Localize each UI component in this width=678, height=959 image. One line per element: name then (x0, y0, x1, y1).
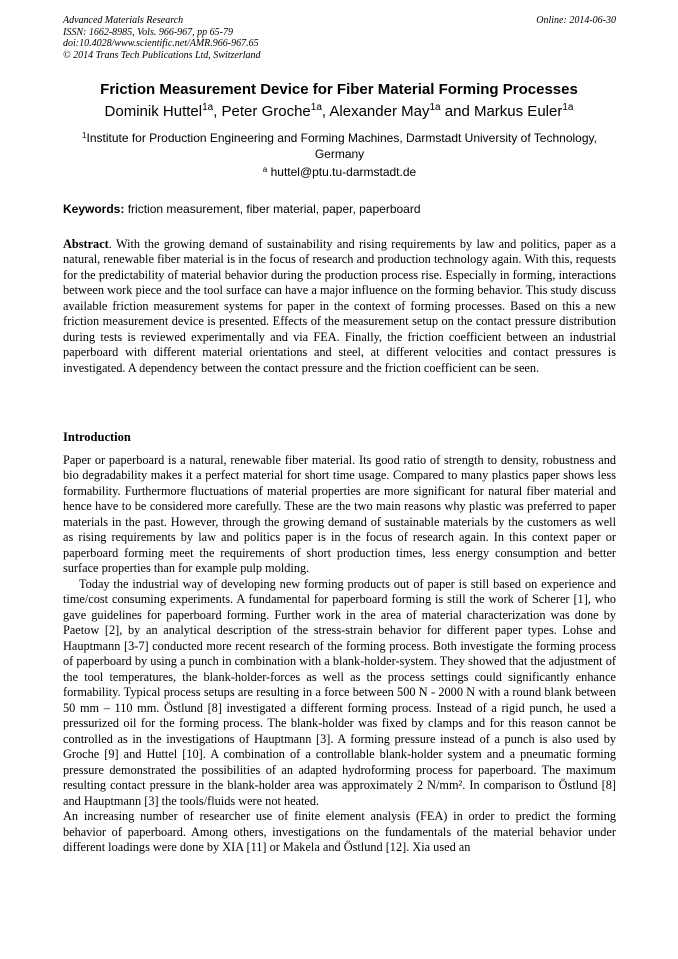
email-sup: a (262, 165, 268, 174)
author-name: Markus Euler (473, 103, 563, 120)
author-list (40, 103, 638, 120)
copyright-line: © 2014 Trans Tech Publications Ltd, Switzerland (63, 49, 261, 61)
author-sep: , (213, 103, 222, 120)
online-date: Online: 2014-06-30 (536, 15, 616, 26)
author-sup: 1a (202, 102, 214, 113)
author-name: Dominik Huttel (104, 103, 203, 120)
abstract-label: Abstract (63, 237, 109, 251)
author-name: Peter Groche (221, 103, 311, 120)
email-line (63, 165, 616, 179)
author-sup: 1a (310, 102, 322, 113)
issn-line: ISSN: 1662-8985, Vols. 966-967, pp 65-79 (63, 26, 233, 38)
running-header (63, 15, 616, 61)
author-name: Alexander May (329, 103, 430, 120)
paragraph: An increasing number of researcher use of finite element analysis (FEA) in order to predict the forming behavior of paperboard. Among others, investigations on the fundamentals of the material behavior under different loadings were done by XIA [11] or Makela and Östlund [12]. Xia used an (63, 809, 616, 855)
author-sup: 1a (429, 102, 441, 113)
keywords (63, 202, 616, 216)
paper-title: Friction Measurement Device for Fiber Material Forming Processes (100, 81, 578, 98)
abstract (63, 237, 616, 376)
affiliation (63, 131, 616, 162)
keywords-text: friction measurement, fiber material, paper, paperboard (127, 202, 421, 216)
author-sep: , (321, 103, 330, 120)
journal-name: Advanced Materials Research (63, 15, 184, 26)
introduction-body (63, 453, 616, 856)
email-address: huttel@ptu.tu-darmstadt.de (270, 165, 417, 179)
author-sup: 1a (562, 102, 574, 113)
paragraph: Today the industrial way of developing new forming products out of paper is still based on experience and time/cost consuming experiments. A fundamental for paperboard forming is still the work of Scherer [1], who gave guidelines for paperboard forming. Further work in the area of material characterization was done by Paetow [2], by an analytical description of the stress-strain behavior for different paper types. Lohse and Hauptmann [3-7] conducted more recent research of the forming process. Both investigate the forming process of paperboard by using a punch in combination with a blank-holder-system. They showed that the adjustment of the tool temperatures, the blank-holder-forces as well as the process settings could significantly enhance formability. Typical process setups are resulting in a force between 500 N - 2000 N with a round blank between 50 mm – 110 mm. Östlund [8] investigated a different forming process. Instead of a rigid punch, he used a pressurized oil for the forming process. The blank-holder was fixed by clamps and for this reason cannot be controlled as in the investigations of Hauptmann [3]. A forming pressure instead of a punch is also used by Groche [9] and Huttel [10]. A combination of a controllable blank-holder system and a pneumatic forming pressure demonstrated the possibilities of an adapted hydroforming process for paperboard. The maximum resulting contact pressure in the blank-holder area was approximately 2 N/mm². In comparison to Östlund [8] and Hauptmann [3] the tools/fluids were not heated. (63, 576, 616, 808)
author-sep: and (440, 103, 474, 120)
affiliation-text: Institute for Production Engineering and Forming Machines, Darmstadt University of Technology, Germany (86, 131, 597, 161)
paragraph: Paper or paperboard is a natural, renewable fiber material. Its good ratio of strength to density, robustness and bio degradability makes it a perfect material for short time usage. Compared to many plastics paper shows less formability. Furthermore fluctuations of material properties are more significant for natural fiber material and hence have to be considered more carefully. These are the two main reasons why plastic was preferred to paper materials in the past. However, through the growing demand of sustainable materials by the customers as well as rising requirements by law and politics paper is in the focus of research again. In this context paper or paperboard forming meet the requirements of short production times, less energy consumption and better surface properties than for example pulp molding. (63, 453, 616, 576)
keywords-label: Keywords: (63, 202, 125, 216)
affiliation-sup: 1 (82, 131, 87, 140)
abstract-text: . With the growing demand of sustainability and rising requirements by law and politics, paper as a natural, renewable fiber material is in the focus of research and production technology again. With this, requests for the predictability of material behavior during the production process rise. Especially in forming, interactions between work piece and the tool surface can have a major influence on the forming behavior. This study discuss available friction measurement systems for paper in the context of forming processes. Based on this a new friction measurement device is presented. Effects of the measurement setup on the contact pressure distribution during tests is reviewed experimentally and via FEA. Finally, the friction coefficient between an industrial paperboard with different material orientations and steel, at different velocities and contact pressures is investigated. A dependency between the contact pressure and the friction coefficient can be seen. (63, 237, 616, 375)
section-heading-introduction: Introduction (63, 430, 131, 444)
doi-line: doi:10.4028/www.scientific.net/AMR.966-967.65 (63, 38, 259, 49)
